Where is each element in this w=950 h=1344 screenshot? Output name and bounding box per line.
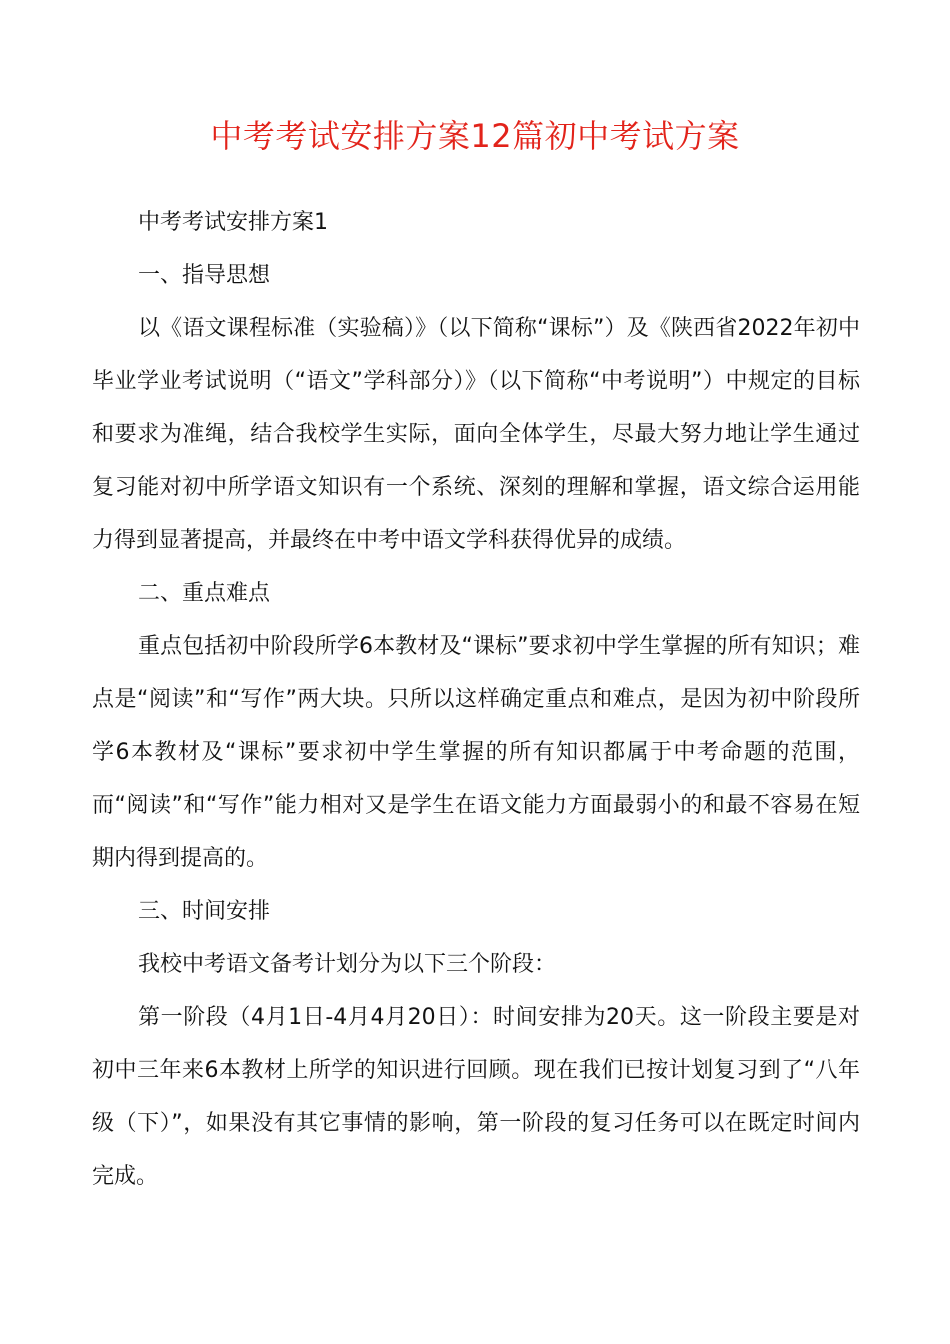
paragraph-schedule-intro: 我校中考语文备考计划分为以下三个阶段：: [138, 952, 557, 977]
section-heading-schedule: 三、时间安排: [138, 899, 271, 924]
paragraph-guiding-ideology: 以《语文课程标准（实验稿）》（以下简称“课标”）及《陕西省2022年初中毕业学业考试说明（“语文”学科部分）》（以下简称“中考说明”）中规定的目标和要求为准绳，结合我校学生实际，面向全体学生，尽最大努力地让学生通过复习能对初中所学语文知识有一个系统、深刻的理解和掌握，语文综合运用能力得到显著提高，并最终在中考中语文学科获得优异的成绩。: [92, 316, 860, 553]
document-body: [92, 196, 860, 1203]
section-heading-guiding-ideology: 一、指导思想: [138, 263, 271, 288]
paragraph-key-difficulties: 重点包括初中阶段所学6本教材及“课标”要求初中学生掌握的所有知识；难点是“阅读”和“写作”两大块。只所以这样确定重点和难点，是因为初中阶段所学6本教材及“课标”要求初中学生掌握的所有知识都属于中考命题的范围，而“阅读”和“写作”能力相对又是学生在语文能力方面最弱小的和最不容易在短期内得到提高的。: [92, 634, 860, 871]
paragraph-stage-one: 第一阶段（4月1日-4月4月20日）：时间安排为20天。这一阶段主要是对初中三年来6本教材上所学的知识进行回顾。现在我们已按计划复习到了“八年级（下）”，如果没有其它事情的影响，第一阶段的复习任务可以在既定时间内完成。: [92, 1005, 860, 1189]
section-heading-plan-1: 中考考试安排方案1: [138, 210, 328, 235]
section-heading-key-difficulties: 二、重点难点: [138, 581, 271, 606]
document-title: 中考考试安排方案12篇初中考试方案: [210, 117, 740, 155]
